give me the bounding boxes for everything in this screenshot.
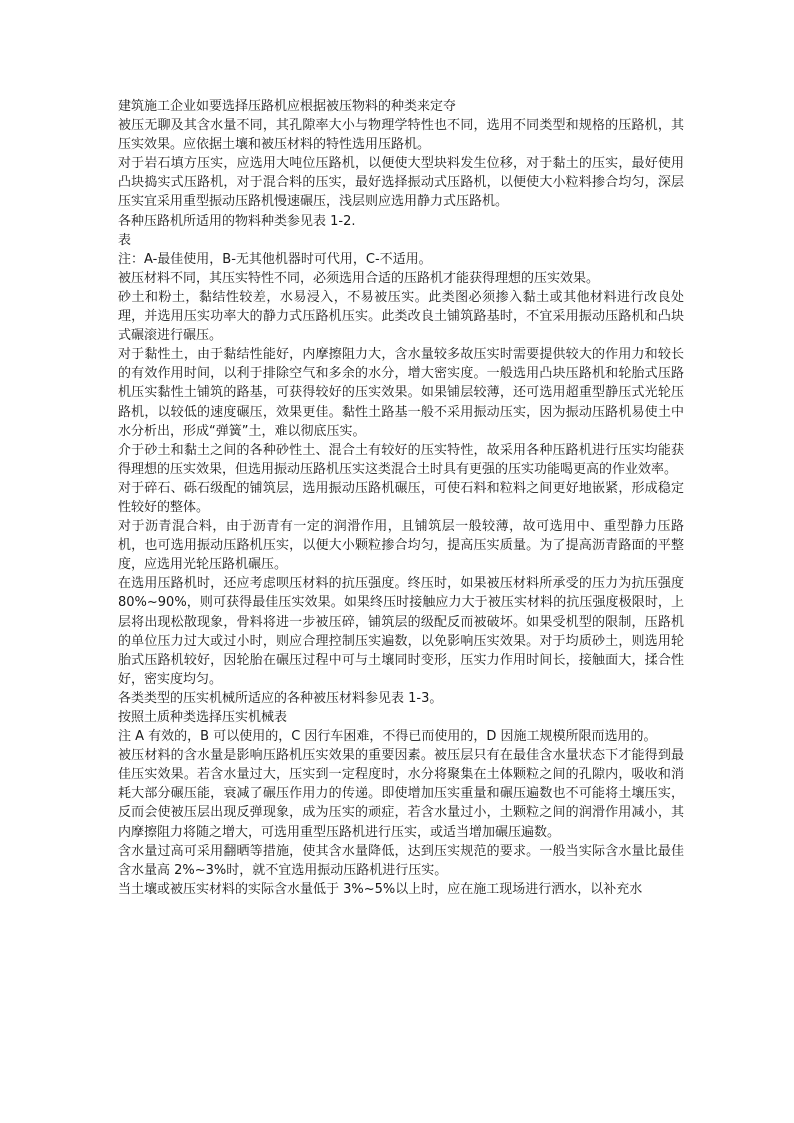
table-note: 注：A-最佳使用，B-无其他机器时可代用，C-不适用。 <box>118 251 432 267</box>
table-title: 按照土质种类选择压实机械表 <box>118 710 288 725</box>
paragraph: 砂土和粉土，黏结性较差，水易浸入，不易被压实。此类图必须掺入黏土或其他材料进行改良处理，并选用压实功率大的静力式压路机压实。此类改良土铺筑路基时，不宜采用振动压路机和凸块式碾滚进行碾压。 <box>118 289 684 344</box>
paragraph: 被压材料不同，其压实特性不同，必须选用合适的压路机才能获得理想的压实效果。 <box>118 270 600 286</box>
paragraph: 含水量过高可采用翻晒等措施，使其含水量降低，达到压实规范的要求。一般当实际含水量比最佳含水量高 2%~3%时，就不宜选用振动压路机进行压实。 <box>118 843 684 878</box>
table-reference: 各类类型的压实机械所适应的各种被压材料参见表 1-3。 <box>118 690 443 706</box>
section-heading: 建筑施工企业如要选择压路机应根据被压物料的种类来定夺 <box>118 99 457 114</box>
paragraph: 被压无聊及其含水量不同，其孔隙率大小与物理学特性也不同，选用不同类型和规格的压路机，其压实效果。应依据土壤和被压材料的特性选用压路机。 <box>118 118 684 153</box>
paragraph: 当土壤或被压实材料的实际含水量低于 3%~5%以上时，应在施工现场进行洒水，以补充水 <box>118 881 643 897</box>
table-placeholder: 表 <box>118 232 132 248</box>
document-body <box>118 97 684 899</box>
paragraph: 对于沥青混合料，由于沥青有一定的润滑作用，且铺筑层一般较薄，故可选用中、重型静力压路机，也可选用振动压路机压实，以便大小颗粒掺合均匀，提高压实质量。为了提高沥青路面的平整度，应选用光轮压路机碾压。 <box>118 519 684 573</box>
paragraph: 对于黏性土，由于黏结性能好，内摩擦阻力大，含水量较多故压实时需要提供较大的作用力和较长的有效作用时间，以利于排除空气和多余的水分，增大密实度。一般选用凸块压路机和轮胎式压路机压实黏性土铺筑的路基，可获得较好的压实效果。如果铺层较薄，还可选用超重型静压式光轮压路机，以较低的速度碾压，效果更佳。黏性土路基一般不采用振动压实，因为振动压路机易使土中水分析出，形成“弹簧”土，难以彻底压实。 <box>118 347 684 439</box>
paragraph: 被压材料的含水量是影响压路机压实效果的重要因素。被压层只有在最佳含水量状态下才能得到最佳压实效果。若含水量过大，压实到一定程度时，水分将聚集在土体颗粒之间的孔隙内，吸收和消耗大部分碾压能，衰减了碾压作用力的传递。即使增加压实重量和碾压遍数也不可能将土壤压实，反而会使被压层出现反弹现象，成为压实的顽症，若含水量过小，土颗粒之间的润滑作用减小，其内摩擦阻力将随之增大，可选用重型压路机进行压实，或适当增加碾压遍数。 <box>118 748 684 840</box>
paragraph: 在选用压路机时，还应考虑呗压材料的抗压强度。终压时，如果被压材料所承受的压力为抗压强度 80%~90%，则可获得最佳压实效果。如果终压时接触应力大于被压实材料的抗压强度极限时，上层将出现松散现象，骨料将进一步被压碎，铺筑层的级配反而被破坏。如果受机型的限制，压路机的单位压力过大或过小时，则应合理控制压实遍数，以免影响压实效果。对于均质砂土，则选用轮胎式压路机较好，因轮胎在碾压过程中可与土壤同时变形，压实力作用时间长，接触面大，揉合性好，密实度均匀。 <box>118 576 684 687</box>
table-reference: 各种压路机所适用的物料种类参见表 1-2. <box>118 213 356 229</box>
table-note: 注 A 有效的，B 可以使用的，C 因行车困难，不得已而使用的，D 因施工规模所限而选用的。 <box>118 729 657 745</box>
paragraph: 对于碎石、砾石级配的铺筑层，选用振动压路机碾压，可使石料和粒料之间更好地嵌紧，形成稳定性较好的整体。 <box>118 480 684 515</box>
paragraph: 介于砂土和黏土之间的各种砂性土、混合土有较好的压实特性，故采用各种压路机进行压实均能获得理想的压实效果，但选用振动压路机压实这类混合土时具有更强的压实功能喝更高的作业效率。 <box>118 442 684 477</box>
paragraph: 对于岩石填方压实，应选用大吨位压路机，以便使大型块料发生位移，对于黏土的压实，最好使用凸块捣实式压路机，对于混合料的压实，最好选择振动式压路机，以便使大小粒料掺合均匀，深层压实宜采用重型振动压路机慢速碾压，浅层则应选用静力式压路机。 <box>118 156 684 210</box>
